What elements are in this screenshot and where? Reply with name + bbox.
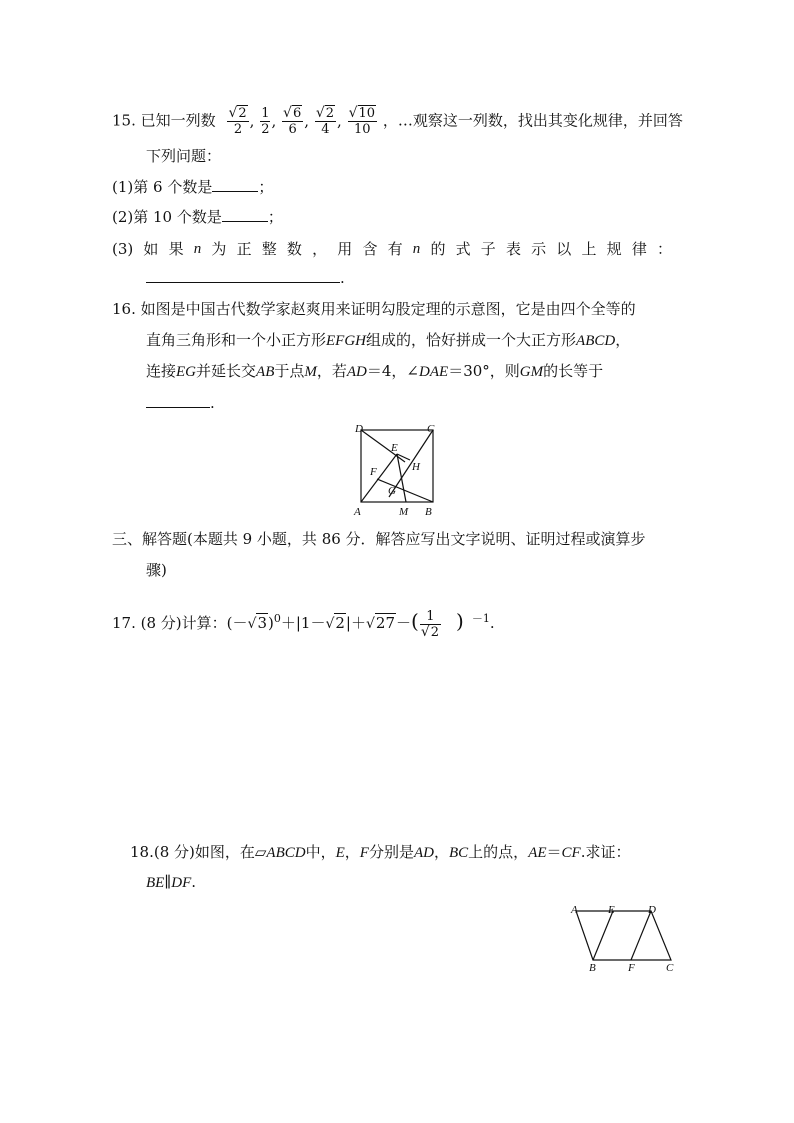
q15-part3-answer: . [146, 268, 345, 288]
q15-part2: (2)第 10 个数是 ； [112, 208, 283, 226]
zhao-shuang-diagram [350, 422, 444, 518]
segment-be [593, 911, 613, 960]
q16-line3: 连接EG并延长交AB于点M，若AD＝4，∠DAE＝30°，则GM的长等于 [146, 362, 604, 380]
label-b: B [589, 962, 596, 974]
parallelogram-abcd [576, 911, 671, 960]
label-c: C [666, 962, 674, 974]
q17-expression: (8 分)计算：$(-√3)^0+|1-√2|+√27-$( $\frac{1}{√2}$ ) $^{-1}$. [140, 608, 495, 640]
q15-number: 15. [112, 111, 136, 130]
q15-part1-blank[interactable] [212, 177, 258, 192]
label-m: M [399, 506, 409, 518]
label-f: F [370, 466, 377, 478]
q15-term-2: $\frac{1}{2}$ [261, 106, 270, 137]
q15-part1: (1)第 6 个数是 ； [112, 178, 274, 196]
q15-part2-blank[interactable] [222, 207, 268, 222]
label-c: C [427, 423, 435, 435]
q18-line1: 18.(8 分)如图，在▱ABCD中，E，F分别是AD，BC上的点，AE＝CF.求证： [130, 843, 631, 861]
q16-number: 16. [112, 300, 136, 318]
label-h: H [412, 461, 420, 473]
section3-heading-line1: 三、解答题(本题共 9 小题，共 86 分．解答应写出文字说明、证明过程或演算步 [112, 530, 646, 548]
segment-df [631, 911, 651, 960]
q15-part3: (3) 如 果 n 为 正 整 数 ， 用 含 有 n 的 式 子 表 示 以 上 规 律 ： [112, 240, 672, 258]
q18-line2: BE∥DF. [146, 873, 197, 891]
q15-term-4: $\frac{√2}{4}$ [315, 105, 335, 137]
segment-dh [361, 430, 405, 462]
label-d: D [648, 904, 656, 916]
label-a: A [571, 904, 578, 916]
q15-lead: 已知一列数 [140, 111, 216, 130]
q15-line2: 下列问题： [146, 147, 222, 165]
label-d: D [355, 423, 363, 435]
q15-term-3: $\frac{√6}{6}$ [283, 105, 302, 137]
q17-line [112, 604, 495, 640]
label-e: E [391, 442, 398, 454]
q15-part3-blank[interactable] [146, 268, 340, 283]
q17-number: 17. [112, 614, 136, 632]
q15-term-5: $\frac{√10}{10}$ [348, 105, 376, 137]
label-f: F [628, 962, 635, 974]
q16-line2: 直角三角形和一个小正方形EFGH组成的，恰好拼成一个大正方形ABCD， [146, 331, 631, 349]
label-e: E [608, 904, 615, 916]
q16-blank[interactable] [146, 393, 210, 408]
label-b: B [425, 506, 432, 518]
q16-line1: 16. 如图是中国古代数学家赵爽用来证明勾股定理的示意图，它是由四个全等的 [112, 300, 636, 318]
q15-line1 [112, 106, 683, 137]
q15-sequence: $\frac{√2}{2}$ , $\frac{1}{2}$ , $\frac{√6}{6}$ , $\frac{√2}{4}$ , $\frac{√10}{10}$ [228, 105, 376, 137]
label-a: A [354, 506, 361, 518]
q15-tail: ，…观察这一列数，找出其变化规律，并回答 [382, 111, 683, 130]
parallelogram-diagram [566, 900, 684, 976]
q15-term-1: $\frac{√2}{2}$ [228, 105, 247, 137]
label-g: G [388, 485, 396, 497]
section3-heading-line2: 骤) [146, 561, 167, 579]
q16-answer: . [146, 393, 215, 413]
